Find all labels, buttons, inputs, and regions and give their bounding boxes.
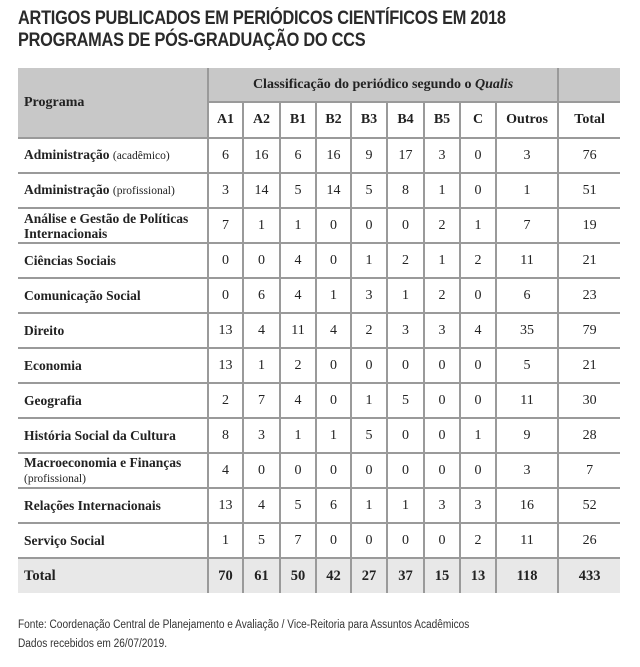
cell-a2: 16 (243, 138, 280, 173)
cell-b3: 5 (351, 418, 387, 453)
program-label: Macroeconomia e Finanças (24, 454, 182, 470)
table-row (18, 523, 620, 558)
column-header-a2: A2 (243, 102, 280, 138)
cell-b3: 0 (351, 453, 387, 488)
cell-c: 0 (460, 453, 496, 488)
cell-outros: 7 (496, 208, 558, 243)
cell-outros: 5 (496, 348, 558, 383)
cell-c: 0 (460, 173, 496, 208)
footer (18, 616, 469, 654)
cell-total: 52 (558, 488, 620, 523)
table-row (18, 208, 620, 243)
cell-a2: 4 (243, 313, 280, 348)
table-row (18, 278, 620, 313)
table-row (18, 348, 620, 383)
cell-outros: 35 (496, 313, 558, 348)
cell-b2: 0 (316, 453, 351, 488)
cell-b2: 14 (316, 173, 351, 208)
total-b3: 27 (351, 558, 387, 593)
table-row (18, 138, 620, 173)
cell-b1: 2 (280, 348, 316, 383)
total-total: 433 (558, 558, 620, 593)
table-row (18, 488, 620, 523)
cell-b4: 0 (387, 453, 424, 488)
cell-b4: 1 (387, 488, 424, 523)
title-line-1: ARTIGOS PUBLICADOS EM PERIÓDICOS CIENTÍFICOS EM 2018 (18, 8, 506, 29)
column-header-b3: B3 (351, 102, 387, 138)
program-name (18, 488, 208, 523)
cell-a1: 0 (208, 278, 243, 313)
programa-header: Programa (18, 68, 208, 138)
cell-b4: 0 (387, 523, 424, 558)
total-a1: 70 (208, 558, 243, 593)
cell-total: 21 (558, 243, 620, 278)
cell-b5: 1 (424, 243, 460, 278)
cell-c: 1 (460, 418, 496, 453)
program-name (18, 453, 208, 488)
cell-b1: 5 (280, 488, 316, 523)
cell-a2: 1 (243, 208, 280, 243)
program-name (18, 243, 208, 278)
cell-b1: 6 (280, 138, 316, 173)
cell-b4: 5 (387, 383, 424, 418)
program-label: Economia (24, 358, 82, 373)
cell-total: 23 (558, 278, 620, 313)
cell-outros: 6 (496, 278, 558, 313)
cell-a2: 1 (243, 348, 280, 383)
cell-b3: 2 (351, 313, 387, 348)
cell-b2: 6 (316, 488, 351, 523)
cell-b1: 4 (280, 278, 316, 313)
program-label: Relações Internacionais (24, 498, 161, 513)
total-b4: 37 (387, 558, 424, 593)
table-row (18, 173, 620, 208)
cell-b3: 9 (351, 138, 387, 173)
cell-a2: 6 (243, 278, 280, 313)
cell-a1: 0 (208, 243, 243, 278)
document-title (18, 8, 506, 52)
total-b5: 15 (424, 558, 460, 593)
column-header-c: C (460, 102, 496, 138)
program-note: (acadêmico) (112, 150, 170, 162)
total-b1: 50 (280, 558, 316, 593)
program-label: Administração (24, 147, 110, 162)
cell-b5: 1 (424, 173, 460, 208)
cell-b1: 4 (280, 243, 316, 278)
column-header-b5: B5 (424, 102, 460, 138)
column-header-b4: B4 (387, 102, 424, 138)
cell-a2: 3 (243, 418, 280, 453)
cell-b4: 2 (387, 243, 424, 278)
table-row (18, 383, 620, 418)
program-label: Comunicação Social (24, 288, 141, 303)
cell-b2: 0 (316, 348, 351, 383)
cell-c: 2 (460, 243, 496, 278)
cell-b5: 3 (424, 313, 460, 348)
articles-table (18, 68, 620, 593)
cell-b4: 0 (387, 418, 424, 453)
classification-header-text: Classificação do periódico segundo o (252, 76, 476, 92)
cell-a1: 13 (208, 313, 243, 348)
title-line-2: PROGRAMAS DE PÓS-GRADUAÇÃO DO CCS (18, 30, 366, 51)
cell-outros: 3 (496, 453, 558, 488)
cell-b5: 3 (424, 488, 460, 523)
cell-a2: 5 (243, 523, 280, 558)
cell-b5: 3 (424, 138, 460, 173)
table-row (18, 418, 620, 453)
cell-a2: 4 (243, 488, 280, 523)
cell-b2: 0 (316, 523, 351, 558)
cell-b1: 0 (280, 453, 316, 488)
cell-b5: 0 (424, 348, 460, 383)
cell-b2: 16 (316, 138, 351, 173)
cell-b2: 0 (316, 383, 351, 418)
cell-total: 21 (558, 348, 620, 383)
cell-b3: 5 (351, 173, 387, 208)
cell-b3: 1 (351, 488, 387, 523)
program-label: Direito (24, 323, 65, 338)
cell-total: 26 (558, 523, 620, 558)
cell-c: 0 (460, 383, 496, 418)
cell-b1: 11 (280, 313, 316, 348)
cell-b4: 3 (387, 313, 424, 348)
cell-a1: 7 (208, 208, 243, 243)
cell-b2: 0 (316, 243, 351, 278)
cell-b5: 0 (424, 418, 460, 453)
total-row (18, 558, 620, 593)
cell-a2: 0 (243, 453, 280, 488)
cell-a1: 1 (208, 523, 243, 558)
total-c: 13 (460, 558, 496, 593)
cell-b5: 0 (424, 523, 460, 558)
program-name (18, 348, 208, 383)
qualis-label: Qualis (475, 76, 514, 92)
classification-header (208, 68, 558, 102)
cell-b2: 1 (316, 278, 351, 313)
cell-b1: 7 (280, 523, 316, 558)
cell-b3: 1 (351, 383, 387, 418)
cell-outros: 11 (496, 243, 558, 278)
program-name (18, 173, 208, 208)
cell-c: 3 (460, 488, 496, 523)
cell-total: 79 (558, 313, 620, 348)
cell-b3: 3 (351, 278, 387, 313)
cell-total: 19 (558, 208, 620, 243)
cell-outros: 11 (496, 383, 558, 418)
total-header-spacer (558, 68, 620, 102)
cell-b3: 0 (351, 208, 387, 243)
cell-c: 2 (460, 523, 496, 558)
total-label: Total (18, 558, 208, 593)
cell-b3: 1 (351, 243, 387, 278)
program-label: Ciências Sociais (24, 253, 116, 268)
cell-b5: 2 (424, 278, 460, 313)
cell-outros: 1 (496, 173, 558, 208)
cell-b3: 0 (351, 523, 387, 558)
cell-a1: 8 (208, 418, 243, 453)
table-row (18, 453, 620, 488)
cell-total: 51 (558, 173, 620, 208)
program-name (18, 208, 208, 243)
cell-b3: 0 (351, 348, 387, 383)
program-name (18, 278, 208, 313)
cell-c: 0 (460, 138, 496, 173)
program-name (18, 418, 208, 453)
cell-c: 4 (460, 313, 496, 348)
program-name (18, 313, 208, 348)
program-note: (profissional) (112, 185, 175, 197)
program-label: Análise e Gestão de Políticas Internacionais (24, 210, 189, 241)
cell-total: 76 (558, 138, 620, 173)
total-outros: 118 (496, 558, 558, 593)
cell-c: 0 (460, 348, 496, 383)
cell-b2: 4 (316, 313, 351, 348)
cell-b1: 1 (280, 418, 316, 453)
table-row (18, 313, 620, 348)
cell-b2: 0 (316, 208, 351, 243)
column-header-total: Total (558, 102, 620, 138)
cell-b2: 1 (316, 418, 351, 453)
cell-c: 1 (460, 208, 496, 243)
cell-a1: 13 (208, 348, 243, 383)
cell-b4: 0 (387, 348, 424, 383)
cell-b4: 0 (387, 208, 424, 243)
program-label: História Social da Cultura (24, 428, 176, 443)
date-note: Dados recebidos em 26/07/2019. (18, 638, 168, 650)
cell-b1: 5 (280, 173, 316, 208)
program-label: Administração (24, 182, 110, 197)
total-b2: 42 (316, 558, 351, 593)
column-header-b2: B2 (316, 102, 351, 138)
column-header-b1: B1 (280, 102, 316, 138)
table-row (18, 243, 620, 278)
cell-c: 0 (460, 278, 496, 313)
cell-total: 7 (558, 453, 620, 488)
cell-b1: 4 (280, 383, 316, 418)
program-note: (profissional) (24, 472, 86, 485)
cell-a2: 7 (243, 383, 280, 418)
cell-b5: 0 (424, 383, 460, 418)
cell-a1: 13 (208, 488, 243, 523)
column-header-outros: Outros (496, 102, 558, 138)
cell-outros: 9 (496, 418, 558, 453)
cell-outros: 11 (496, 523, 558, 558)
source-note: Fonte: Coordenação Central de Planejamento e Avaliação / Vice-Reitoria para Assuntos Acadêmicos (18, 619, 470, 631)
cell-a2: 14 (243, 173, 280, 208)
cell-a2: 0 (243, 243, 280, 278)
cell-b4: 8 (387, 173, 424, 208)
cell-a1: 3 (208, 173, 243, 208)
program-name (18, 383, 208, 418)
total-a2: 61 (243, 558, 280, 593)
cell-outros: 16 (496, 488, 558, 523)
cell-b5: 0 (424, 453, 460, 488)
program-label: Serviço Social (24, 533, 105, 548)
cell-b5: 2 (424, 208, 460, 243)
program-name (18, 138, 208, 173)
program-label: Geografia (24, 393, 82, 408)
cell-b4: 17 (387, 138, 424, 173)
cell-b4: 1 (387, 278, 424, 313)
cell-a1: 6 (208, 138, 243, 173)
cell-total: 28 (558, 418, 620, 453)
cell-a1: 2 (208, 383, 243, 418)
cell-outros: 3 (496, 138, 558, 173)
cell-b1: 1 (280, 208, 316, 243)
cell-a1: 4 (208, 453, 243, 488)
cell-total: 30 (558, 383, 620, 418)
program-name (18, 523, 208, 558)
column-header-a1: A1 (208, 102, 243, 138)
